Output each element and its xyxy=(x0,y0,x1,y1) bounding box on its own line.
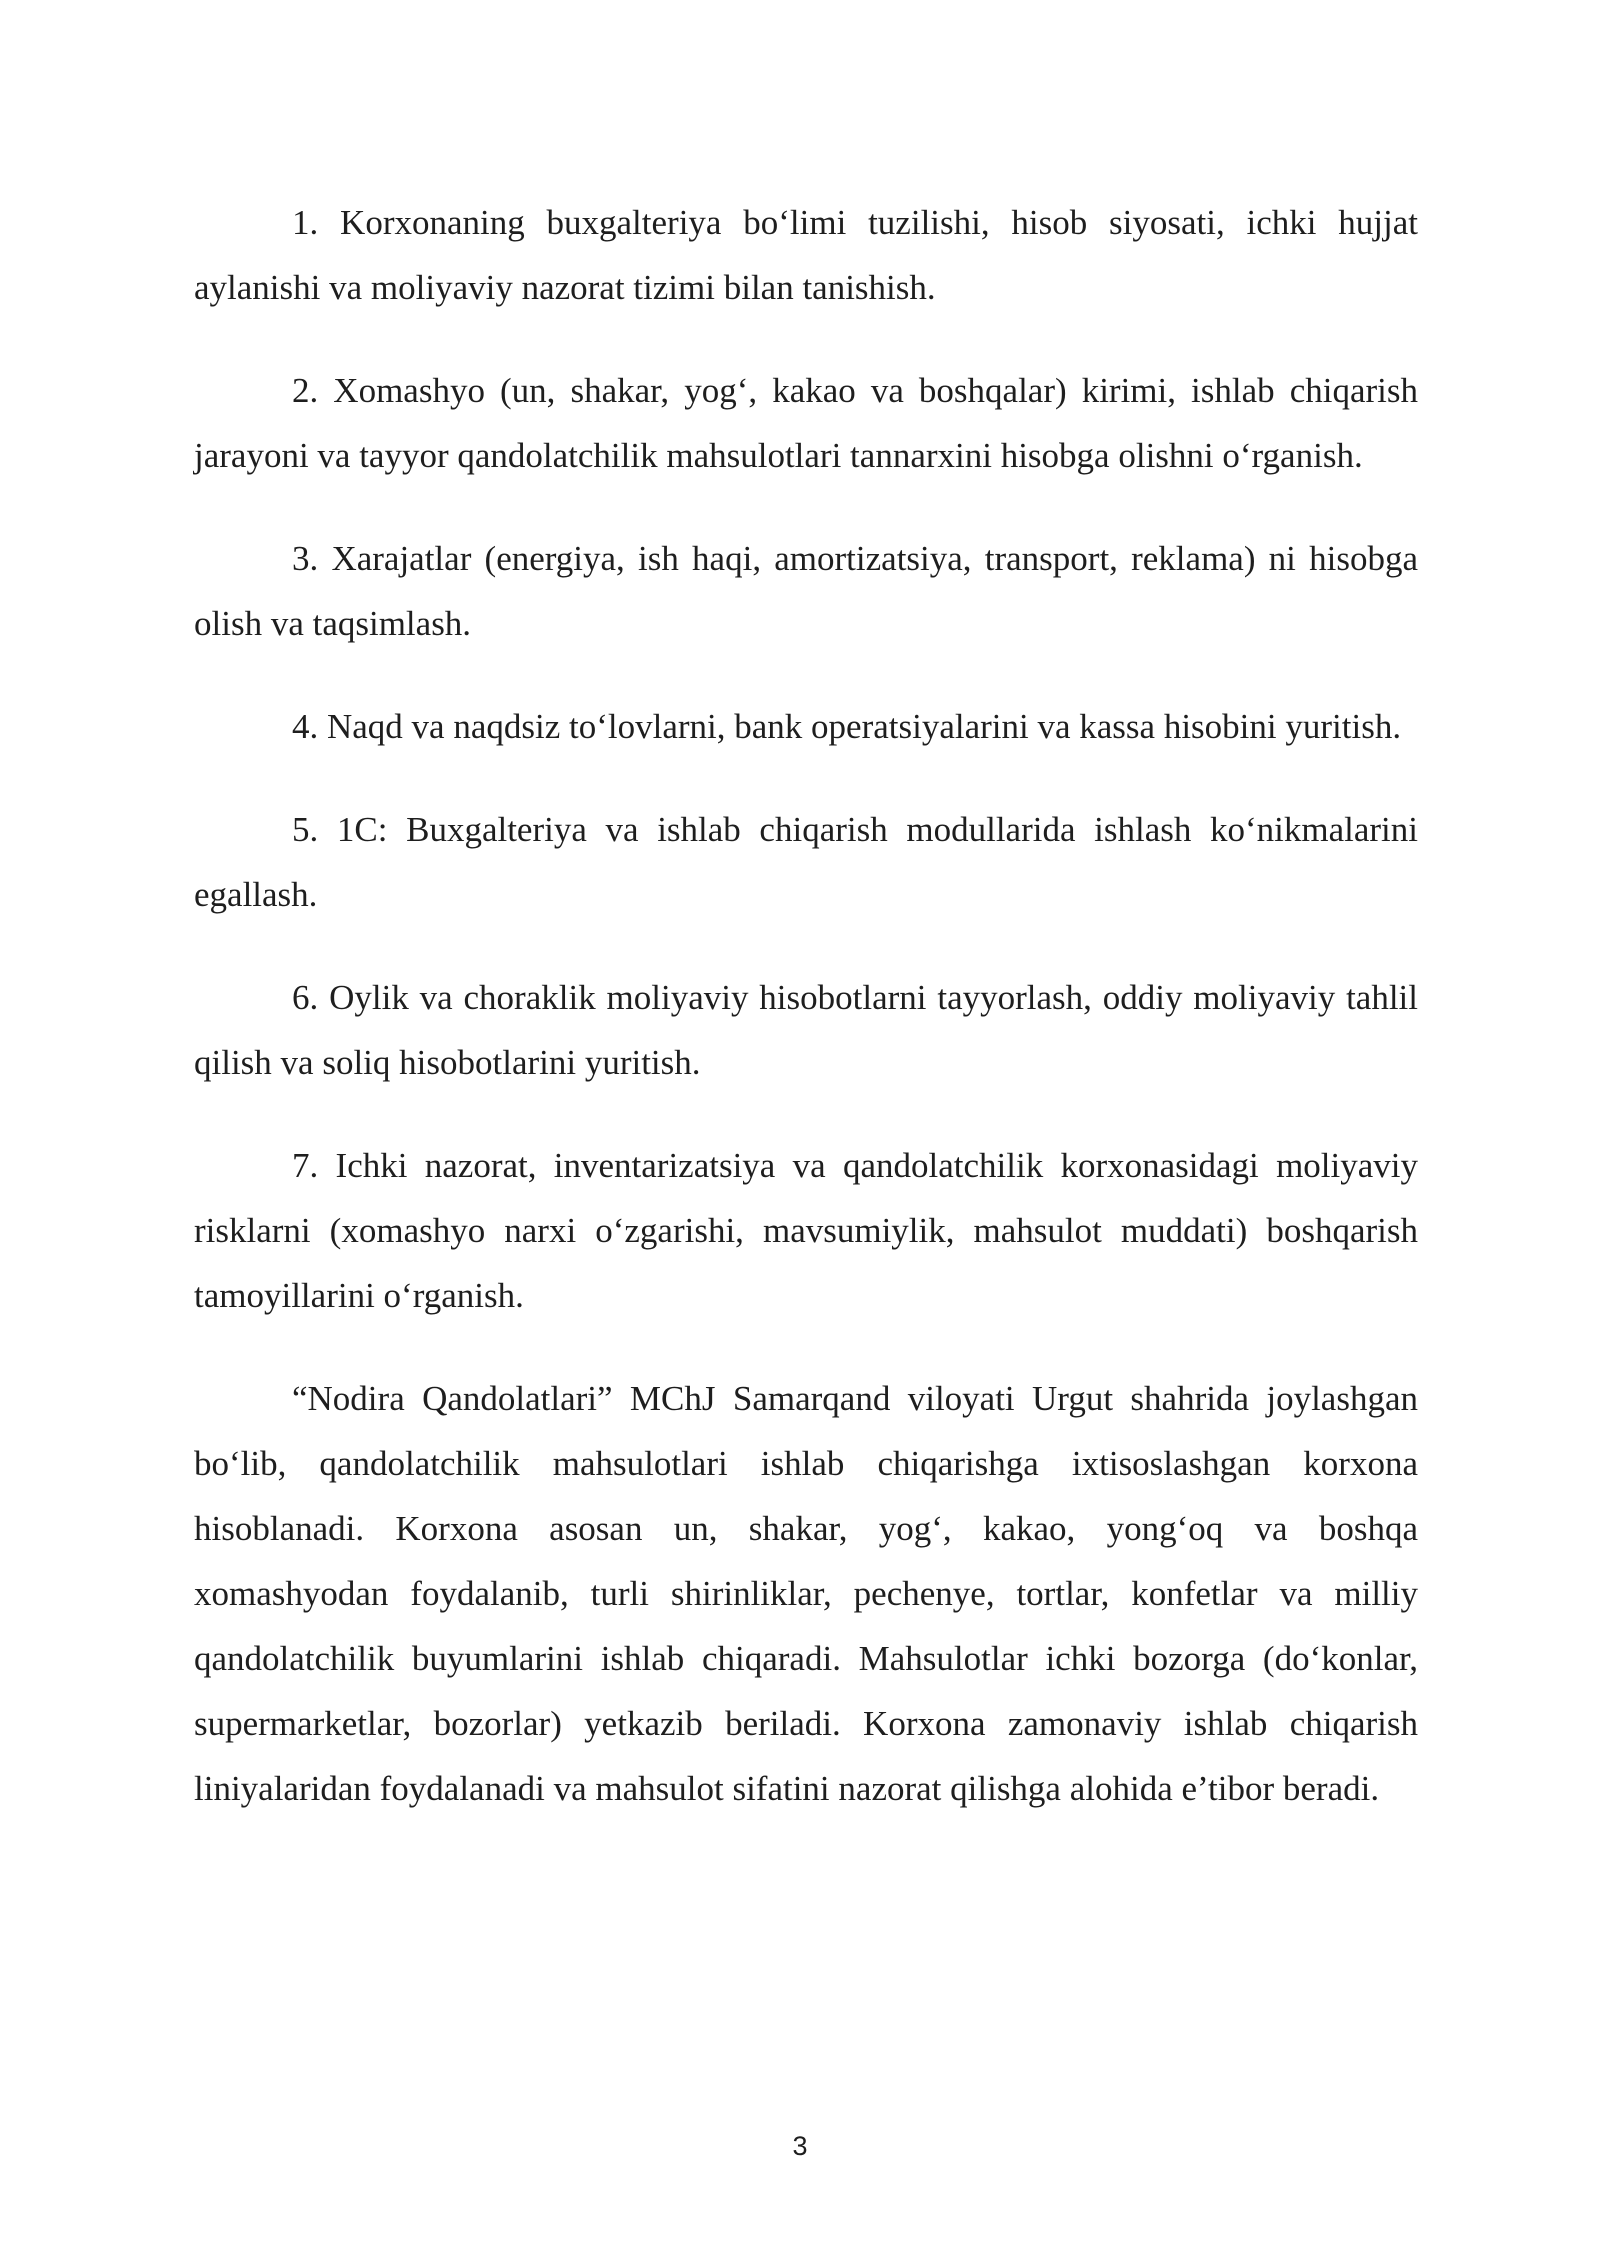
list-item-2: 2. Xomashyo (un, shakar, yog‘, kakao va boshqalar) kirimi, ishlab chiqarish jarayoni va tayyor qandolatchilik mahsulotlari tannarxini hisobga olishni o‘rganish. xyxy=(194,371,1418,475)
list-item-1: 1. Korxonaning buxgalteriya bo‘limi tuzilishi, hisob siyosati, ichki hujjat aylanishi va moliyaviy nazorat tizimi bilan tanishish. xyxy=(194,203,1418,307)
list-item-3: 3. Xarajatlar (energiya, ish haqi, amortizatsiya, transport, reklama) ni hisobga olish va taqsimlash. xyxy=(194,539,1418,643)
list-item-4: 4. Naqd va naqdsiz to‘lovlarni, bank operatsiyalarini va kassa hisobini yuritish. xyxy=(292,707,1402,746)
list-item-6: 6. Oylik va choraklik moliyaviy hisobotlarni tayyorlash, oddiy moliyaviy tahlil qilish va soliq hisobotlarini yuritish. xyxy=(194,978,1418,1082)
page-number: 3 xyxy=(792,2131,808,2161)
page-body xyxy=(194,190,1418,1859)
list-item-7: 7. Ichki nazorat, inventarizatsiya va qandolatchilik korxonasidagi moliyaviy risklarni (xomashyo narxi o‘zgarishi, mavsumiylik, mahsulot muddati) boshqarish tamoyillarini o‘rganish. xyxy=(194,1146,1418,1315)
list-item-5: 5. 1C: Buxgalteriya va ishlab chiqarish modullarida ishlash ko‘nikmalarini egallash. xyxy=(194,810,1418,914)
company-description-paragraph: “Nodira Qandolatlari” MChJ Samarqand viloyati Urgut shahrida joylashgan bo‘lib, qandolatchilik mahsulotlari ishlab chiqarishga ixtisoslashgan korxona hisoblanadi. Korxona asosan un, shakar, yog‘, kakao, yong‘oq va boshqa xomashyodan foydalanib, turli shirinliklar, pechenye, tortlar, konfetlar va milliy qandolatchilik buyumlarini ishlab chiqaradi. Mahsulotlar ichki bozorga (do‘konlar, supermarketlar, bozorlar) yetkazib beriladi. Korxona zamonaviy ishlab chiqarish liniyalaridan foydalanadi va mahsulot sifatini nazorat qilishga alohida e’tibor beradi. xyxy=(194,1379,1418,1808)
